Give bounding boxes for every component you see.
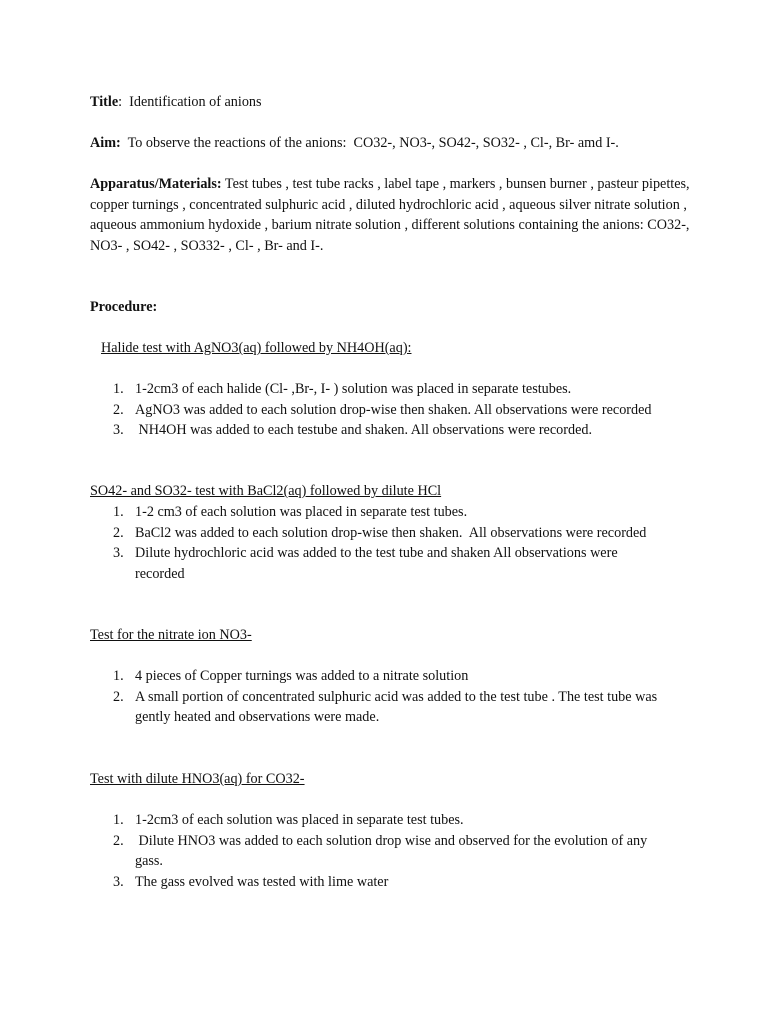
list-item-text: 1-2cm3 of each halide (Cl- ,Br-, I- ) solution was placed in separate testubes. [135,381,572,397]
title-colon: : [118,94,123,110]
apparatus-text: Test tubes , test tube racks , label tape , markers , bunsen burner , pasteur pipettes, copper turnings , concentrated sulphuric acid , diluted hydrochloric acid , aqueous silver nitrate solution , aqueous ammonium hydoxide , barium nitrate solution , different solutions containing the anions: CO32-, NO3- , SO42- , SO332- , Cl- , Br- and I-. [90,176,690,254]
apparatus-label: Apparatus/Materials: [90,176,222,192]
section-heading-sulfate: SO42- and SO32- test with BaCl2(aq) followed by dilute HCl [90,483,442,499]
carbonate-steps-list [90,810,670,892]
procedure-heading: Procedure: [90,299,158,315]
list-item-text: A small portion of concentrated sulphuric acid was added to the test tube . The test tube was gently heated and observations were made. [135,688,658,725]
list-item-text: The gass evolved was tested with lime water [135,873,389,890]
list-item-number: 2. [113,524,124,541]
apparatus-paragraph [90,174,690,256]
list-item [90,502,670,523]
list-item [90,872,670,893]
title-line [90,92,690,113]
list-item-number: 1. [113,381,124,397]
list-item [90,420,670,441]
list-item [90,831,670,872]
list-item-number: 1. [113,812,124,828]
list-item [90,400,670,421]
section-heading-halide: Halide test with AgNO3(aq) followed by NH4OH(aq): [101,340,412,356]
aim-text: To observe the reactions of the anions: CO32-, NO3-, SO42-, SO32- , Cl-, Br- amd I-. [120,135,619,151]
list-item [90,687,670,728]
list-item-text: Dilute hydrochloric acid was added to the test tube and shaken All observations were recorded [135,545,618,582]
list-item-number: 2. [113,401,124,418]
list-item-text: 4 pieces of Copper turnings was added to a nitrate solution [135,668,469,684]
aim-label: Aim: [90,135,121,151]
halide-steps-list [90,379,670,441]
list-item-number: 2. [113,832,124,849]
list-item-text: 1-2 cm3 of each solution was placed in separate test tubes. [135,504,468,520]
sulfate-steps-list [90,502,670,584]
list-item-text: BaCl2 was added to each solution drop-wise then shaken. All observations were recorded [135,524,647,541]
list-item-number: 3. [113,545,124,561]
list-item [90,523,670,544]
aim-line [90,133,730,154]
list-item-text: NH4OH was added to each testube and shaken. All observations were recorded. [135,422,593,438]
list-item-text: 1-2cm3 of each solution was placed in separate test tubes. [135,812,464,828]
list-item-text: Dilute HNO3 was added to each solution drop wise and observed for the evolution of any gass. [135,832,651,869]
list-item-number: 3. [113,873,124,890]
list-item-text: AgNO3 was added to each solution drop-wise then shaken. All observations were recorded [135,401,652,418]
list-item [90,666,670,687]
list-item-number: 3. [113,422,124,438]
list-item-number: 2. [113,688,124,705]
list-item-number: 1. [113,504,124,520]
list-item [90,379,670,400]
section-heading-carbonate: Test with dilute HNO3(aq) for CO32- [90,771,305,787]
title-text: Identification of anions [122,94,262,110]
list-item [90,543,670,584]
title-label: Title [90,94,119,110]
nitrate-steps-list [90,666,670,728]
section-heading-nitrate: Test for the nitrate ion NO3- [90,627,252,643]
list-item [90,810,670,831]
list-item-number: 1. [113,668,124,684]
